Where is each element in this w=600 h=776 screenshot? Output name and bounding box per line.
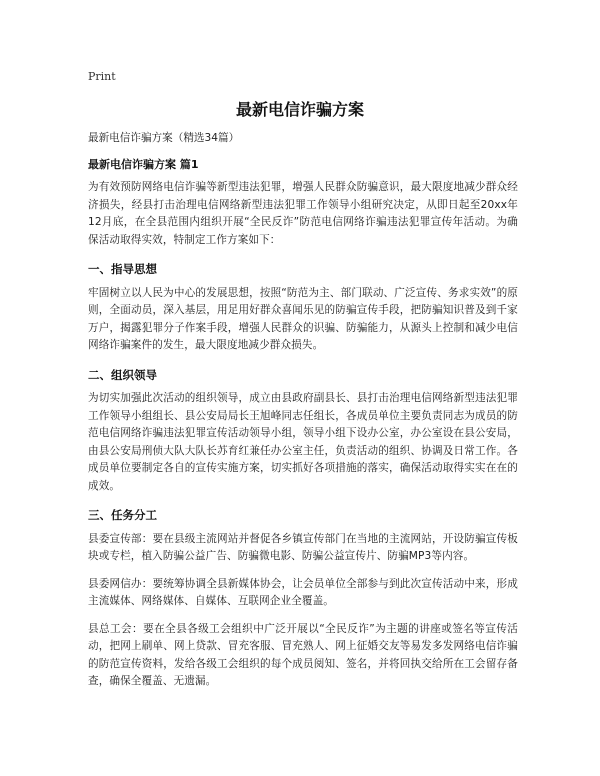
section-heading-guiding-ideology: 一、指导思想 <box>88 262 157 276</box>
intro-paragraph: 为有效预防网络电信诈骗等新型违法犯罪，增强人民群众防骗意识，最大限度地减少群众经济损失，经县打击治理电信网络新型违法犯罪工作领导小组研究决定，从即日起至20xx年12月底，在全县范围内组织开展“全民反诈”防范电信网络诈骗违法犯罪宣传年活动。为确保活动取得实效，特制定工作方案如下： <box>88 181 518 246</box>
document-subtitle: 最新电信诈骗方案（精选34篇） <box>88 132 240 144</box>
task-propaganda-dept: 县委宣传部：要在县级主流网站并督促各乡镇宣传部门在当地的主流网站，开设防骗宣传板块或专栏，植入防骗公益广告、防骗微电影、防骗公益宣传片、防骗MP3等内容。 <box>88 532 518 562</box>
task-cyberspace-office: 县委网信办：要统筹协调全县新媒体协会，让会员单位全部参与到此次宣传活动中来，形成主流媒体、网络媒体、自媒体、互联网企业全覆盖。 <box>88 577 518 607</box>
task-trade-union: 县总工会：要在全县各级工会组织中广泛开展以“全民反诈”为主题的讲座或签名等宣传活动，把网上刷单、网上贷款、冒充客服、冒充熟人、网上征婚交友等易发多发网络电信诈骗的防范宣传资料，发给各级工会组织的每个成员阅知、签名，并将回执交给所在工会留存备查，确保全覆盖、无遗漏。 <box>88 622 518 687</box>
print-link[interactable]: Print <box>88 70 116 83</box>
document-body <box>88 130 518 701</box>
article-heading: 最新电信诈骗方案 篇1 <box>88 157 199 171</box>
leadership-paragraph: 为切实加强此次活动的组织领导，成立由县政府副县长、县打击治理电信网络新型违法犯罪工作领导小组组长、县公安局局长王旭峰同志任组长，各成员单位主要负责同志为成员的防范电信网络诈骗违法犯罪宣传活动领导小组，领导小组下设办公室，办公室设在县公安局，由县公安局刑侦大队大队长苏育红兼任办公室主任，负责活动的组织、协调及日常工作。各成员单位要制定各自的宣传实施方案，切实抓好各项措施的落实，确保活动取得实实在在的成效。 <box>88 392 518 492</box>
page-title: 最新电信诈骗方案 <box>235 100 364 119</box>
section-heading-leadership: 二、组织领导 <box>88 367 157 382</box>
section-heading-tasks: 三、任务分工 <box>88 508 157 522</box>
guiding-ideology-paragraph: 牢固树立以人民为中心的发展思想，按照“防范为主、部门联动、广泛宣传、务求实效”的原则，全面动员，深入基层，用足用好群众喜闻乐见的防骗宣传手段，把防骗知识普及到千家万户，揭露犯罪分子作案手段，增强人民群众的识骗、防骗能力，从源头上控制和减少电信网络诈骗案件的发生，最大限度地减少群众损失。 <box>88 286 518 351</box>
